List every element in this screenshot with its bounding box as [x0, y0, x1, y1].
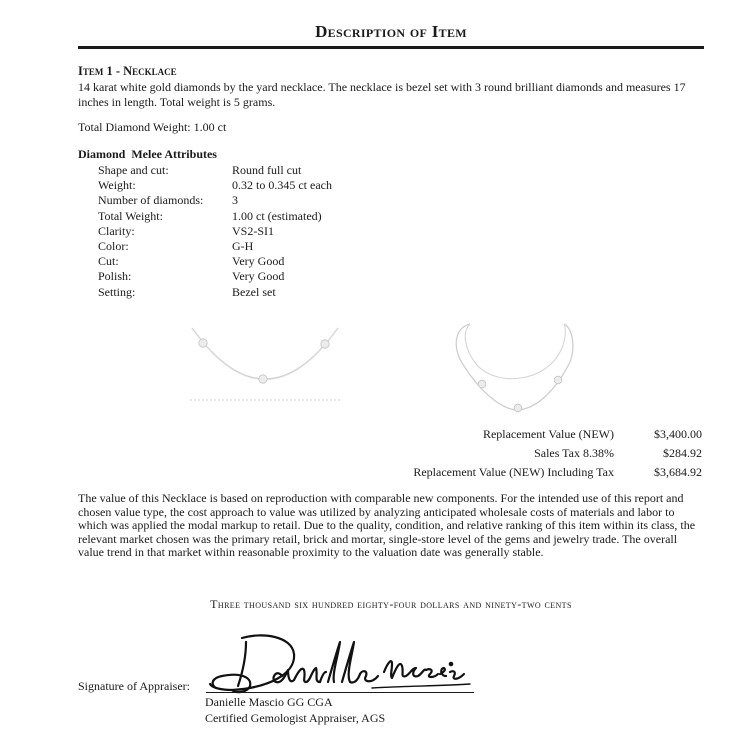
attribute-value: Round full cut: [232, 163, 302, 177]
attribute-value: 0.32 to 0.345 ct each: [232, 178, 332, 193]
necklace-photo-front: [190, 326, 340, 406]
appraiser-name: Danielle Mascio GG CGA: [205, 695, 333, 709]
amount-in-words: Three thousand six hundred eighty-four dollars and ninety-two cents: [210, 597, 572, 611]
attribute-label: Shape and cut:: [98, 163, 169, 177]
diamond-bezel: [199, 339, 207, 347]
diamond-bezel: [514, 404, 522, 412]
value-label: Replacement Value (NEW): [482, 427, 614, 441]
attribute-row: [98, 163, 332, 178]
total-diamond-weight: Total Diamond Weight: 1.00 ct: [78, 120, 227, 134]
attribute-row: [98, 254, 332, 269]
necklace-chain-highlight: [192, 329, 338, 380]
attribute-value: 3: [232, 193, 238, 208]
value-label: Sales Tax 8.38%: [534, 446, 614, 460]
diamond-bezel: [478, 380, 486, 388]
necklace-chain-inner: [465, 324, 565, 379]
value-row: [360, 425, 702, 444]
signature-image: [202, 628, 477, 698]
attribute-value: Very Good: [232, 269, 285, 284]
attribute-label: Polish:: [98, 269, 132, 284]
diamond-bezel: [554, 376, 562, 384]
attribute-value: Bezel set: [232, 284, 276, 299]
attribute-row: [98, 269, 332, 284]
signature-label: Signature of Appraiser:: [78, 679, 190, 693]
item-heading: Item 1 - Necklace: [78, 64, 177, 78]
attribute-value: G-H: [232, 238, 254, 253]
value-summary: [360, 425, 702, 482]
value-amount: $3,400.00: [654, 427, 702, 441]
attribute-label: Number of diamonds:: [98, 193, 204, 208]
attribute-label: Total Weight:: [98, 208, 163, 223]
attribute-value: VS2-SI1: [232, 223, 275, 238]
attribute-row: [98, 285, 332, 300]
attribute-label: Cut:: [98, 254, 119, 269]
attribute-label: Weight:: [98, 178, 136, 193]
attribute-value: Very Good: [232, 254, 285, 269]
value-amount: $3,684.92: [654, 465, 702, 479]
attribute-value: 1.00 ct (estimated): [232, 208, 322, 223]
appraiser-title: Certified Gemologist Appraiser, AGS: [205, 711, 386, 725]
attribute-label: Setting:: [98, 284, 136, 299]
value-row: [360, 463, 702, 482]
attribute-label: Clarity:: [98, 223, 135, 238]
necklace-photo-loop: [448, 318, 578, 413]
attributes-table: [98, 163, 332, 300]
diamond-bezel: [321, 340, 329, 348]
valuation-paragraph: The value of this Necklace is based on reproduction with comparable new components. For the intended use of this report and chosen value type, the cost approach to value was utilized by analyzing anticipated wholesale costs of materials and labor to which was applied the modal markup to retail. Due to the quality, condition, and relative ranking of this item within its class, the relevant market chosen was the primary retail, brick and mortar, single-store level of the gems and jewelry trade. The overall value trend in that market within reasonable proximity to the valuation date was generally stable.: [78, 491, 696, 560]
value-amount: $284.92: [663, 446, 702, 460]
value-label: Replacement Value (NEW) Including Tax: [413, 465, 614, 479]
attribute-row: [98, 224, 332, 239]
attribute-row: [98, 178, 332, 193]
necklace-chain-outer: [456, 324, 573, 410]
attribute-row: [98, 193, 332, 208]
attribute-row: [98, 209, 332, 224]
attributes-heading: Diamond Melee Attributes: [78, 147, 217, 161]
signature-line: [206, 692, 474, 693]
page-title: Description of Item: [78, 22, 704, 49]
value-row: [360, 444, 702, 463]
item-description: 14 karat white gold diamonds by the yard necklace. The necklace is bezel set with 3 round brilliant diamonds and measures 17 inches in length. Total weight is 5 grams.: [78, 80, 686, 109]
diamond-bezel: [259, 375, 267, 383]
attribute-row: [98, 239, 332, 254]
attribute-label: Color:: [98, 238, 129, 253]
necklace-chain: [192, 328, 338, 379]
